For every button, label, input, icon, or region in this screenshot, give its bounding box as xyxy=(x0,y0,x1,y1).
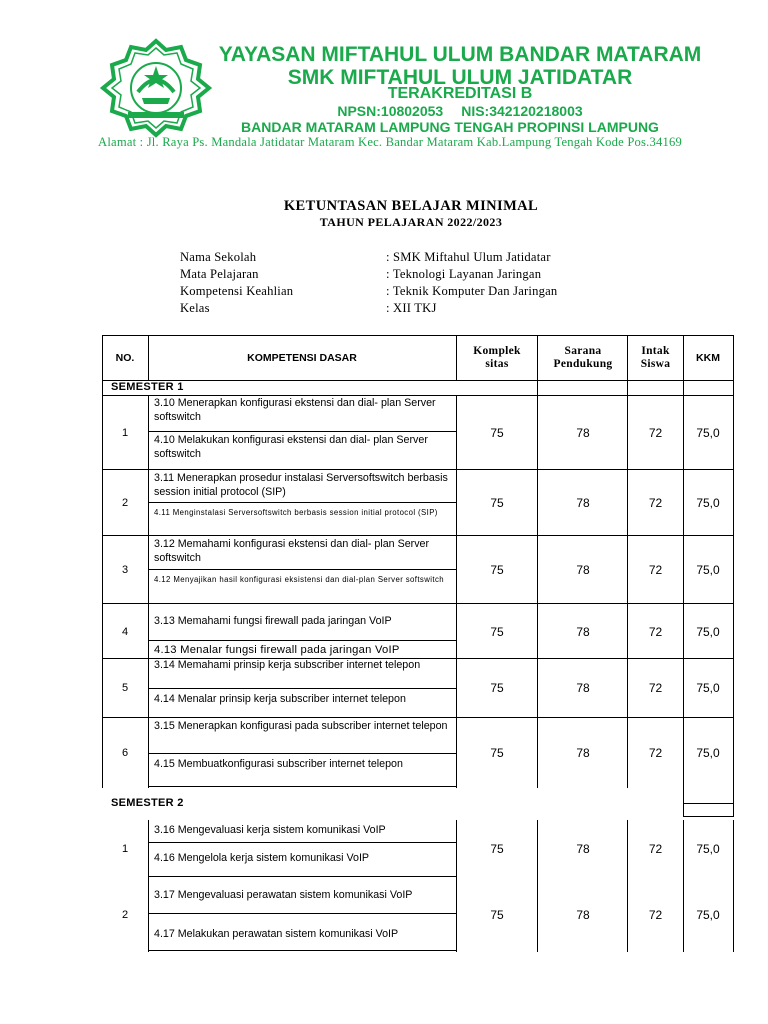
info-value: : XII TKJ xyxy=(386,301,437,315)
sarana-value: 78 xyxy=(576,563,590,577)
kd-knowledge: 3.14 Memahami prinsip kerja subscriber internet telepon xyxy=(154,659,421,671)
info-label: Kelas xyxy=(180,301,210,315)
kompleksitas-value: 75 xyxy=(490,625,504,639)
kompleksitas-value: 75 xyxy=(490,842,504,856)
accreditation: TERAKREDITASI B xyxy=(387,85,533,102)
table-border xyxy=(683,816,734,817)
kompleksitas-value: 75 xyxy=(490,563,504,577)
intake-value: 72 xyxy=(648,681,663,695)
kompleksitas-value: 75 xyxy=(490,496,504,510)
table-border xyxy=(148,753,457,754)
table-border xyxy=(148,431,457,432)
semester-label: SEMESTER 2 xyxy=(111,797,184,809)
table-border xyxy=(148,950,457,951)
info-label: Nama Sekolah xyxy=(180,250,257,264)
kkm-value: 75,0 xyxy=(696,426,720,440)
kd-skill: 4.16 Mengelola kerja sistem komunikasi VoIP xyxy=(154,852,370,864)
npsn: NPSN:10802053 xyxy=(337,103,444,119)
info-label: Kompetensi Keahlian xyxy=(180,284,294,298)
info-value: : Teknik Komputer Dan Jaringan xyxy=(386,284,558,298)
table-border xyxy=(537,820,538,952)
semester-label: SEMESTER 1 xyxy=(111,381,184,393)
sarana-value: 78 xyxy=(576,625,590,639)
kd-skill: 4.12 Menyajikan hasil konfigurasi eksistensi dan dial-plan Server softswitch xyxy=(154,575,444,584)
sarana-value: 78 xyxy=(576,496,590,510)
kkm-value: 75,0 xyxy=(696,908,720,922)
col-header-intake: Intak Siswa xyxy=(640,345,671,370)
sarana-value: 78 xyxy=(576,426,590,440)
table-border xyxy=(102,603,734,604)
row-number: 1 xyxy=(121,427,129,439)
kompleksitas-value: 75 xyxy=(490,908,504,922)
table-border xyxy=(102,335,103,788)
col-header-kompleksitas: Komplek sitas xyxy=(473,345,521,370)
kkm-value: 75,0 xyxy=(696,842,720,856)
intake-value: 72 xyxy=(648,426,663,440)
table-border xyxy=(148,913,457,914)
col-header-sarana: Sarana Pendukung xyxy=(553,345,613,370)
kd-knowledge: 3.15 Menerapkan konfigurasi pada subscriber internet telepon xyxy=(154,720,448,732)
document-subtitle: TAHUN PELAJARAN 2022/2023 xyxy=(319,215,503,229)
table-border xyxy=(733,335,734,816)
info-label: Mata Pelajaran xyxy=(180,267,259,281)
table-border xyxy=(102,335,734,336)
table-border xyxy=(148,502,457,503)
row-number: 4 xyxy=(121,626,129,638)
table-border xyxy=(148,640,457,641)
kkm-value: 75,0 xyxy=(696,746,720,760)
info-value: : SMK Miftahul Ulum Jatidatar xyxy=(386,250,551,264)
kd-skill: 4.11 Menginstalasi Serversoftswitch berbasis session initial protocol (SIP) xyxy=(154,508,438,517)
row-number: 1 xyxy=(121,843,129,855)
table-border xyxy=(683,335,684,816)
kd-knowledge: 3.13 Memahami fungsi firewall pada jaringan VoIP xyxy=(154,615,392,627)
table-border xyxy=(148,820,149,952)
kd-skill: 4.15 Membuatkonfigurasi subscriber internet telepon xyxy=(154,758,403,770)
kkm-value: 75,0 xyxy=(696,681,720,695)
table-border xyxy=(102,469,734,470)
table-border xyxy=(102,535,734,536)
table-border xyxy=(627,335,628,788)
table-border xyxy=(148,786,457,787)
intake-value: 72 xyxy=(648,842,663,856)
table-border xyxy=(102,395,734,396)
kkm-value: 75,0 xyxy=(696,563,720,577)
intake-value: 72 xyxy=(648,908,663,922)
table-border xyxy=(148,396,149,788)
table-border xyxy=(456,335,457,381)
row-number: 3 xyxy=(121,564,129,576)
sarana-value: 78 xyxy=(576,842,590,856)
table-border xyxy=(102,658,734,659)
kd-knowledge: 3.12 Memahami konfigurasi ekstensi dan dial- plan Server softswitch xyxy=(154,538,430,564)
table-border xyxy=(148,842,457,843)
kkm-value: 75,0 xyxy=(696,496,720,510)
kd-skill: 4.10 Melakukan konfigurasi ekstensi dan dial- plan Server softswitch xyxy=(154,434,428,460)
sarana-value: 78 xyxy=(576,746,590,760)
kkm-value: 75,0 xyxy=(696,625,720,639)
intake-value: 72 xyxy=(648,746,663,760)
kompleksitas-value: 75 xyxy=(490,426,504,440)
kd-knowledge: 3.16 Mengevaluasi kerja sistem komunikasi VoIP xyxy=(154,824,386,836)
table-border xyxy=(148,876,457,877)
kd-knowledge: 3.11 Menerapkan prosedur instalasi Serversoftswitch berbasis session initial protocol (SIP) xyxy=(154,472,448,498)
row-number: 2 xyxy=(121,497,129,509)
kompleksitas-value: 75 xyxy=(490,746,504,760)
intake-value: 72 xyxy=(648,625,663,639)
table-border xyxy=(148,569,457,570)
kd-knowledge: 3.10 Menerapkan konfigurasi ekstensi dan dial- plan Server softswitch xyxy=(154,397,436,423)
table-border xyxy=(537,335,538,788)
table-border xyxy=(102,380,734,381)
table-border xyxy=(683,820,684,952)
table-border xyxy=(456,820,457,952)
school-location: BANDAR MATARAM LAMPUNG TENGAH PROPINSI LAMPUNG xyxy=(241,119,659,135)
table-border xyxy=(733,820,734,952)
school-address: Alamat : Jl. Raya Ps. Mandala Jatidatar Mataram Kec. Bandar Mataram Kab.Lampung Tengah Kode Pos.34169 xyxy=(98,135,682,149)
table-border xyxy=(148,335,149,381)
col-header-kkm: KKM xyxy=(696,352,720,364)
kompleksitas-value: 75 xyxy=(490,681,504,695)
document-title: KETUNTASAN BELAJAR MINIMAL xyxy=(283,198,539,214)
table-border xyxy=(456,396,457,788)
row-number: 5 xyxy=(121,682,129,694)
kd-knowledge: 3.17 Mengevaluasi perawatan sistem komunikasi VoIP xyxy=(154,889,413,901)
col-header-kd: KOMPETENSI DASAR xyxy=(247,352,357,364)
row-number: 2 xyxy=(121,909,129,921)
kd-skill: 4.13 Menalar fungsi firewall pada jaringan VoIP xyxy=(154,644,400,656)
table-border xyxy=(102,717,734,718)
intake-value: 72 xyxy=(648,563,663,577)
sarana-value: 78 xyxy=(576,681,590,695)
school-name: SMK MIFTAHUL ULUM JATIDATAR xyxy=(287,66,633,89)
table-border xyxy=(148,688,457,689)
foundation-name: YAYASAN MIFTAHUL ULUM BANDAR MATARAM xyxy=(218,43,702,66)
table-border xyxy=(683,803,734,804)
row-number: 6 xyxy=(121,747,129,759)
table-border xyxy=(627,820,628,952)
kd-skill: 4.14 Menalar prinsip kerja subscriber internet telepon xyxy=(154,693,406,705)
info-value: : Teknologi Layanan Jaringan xyxy=(386,267,542,281)
intake-value: 72 xyxy=(648,496,663,510)
sarana-value: 78 xyxy=(576,908,590,922)
col-header-no: NO. xyxy=(115,352,135,364)
kd-skill: 4.17 Melakukan perawatan sistem komunikasi VoIP xyxy=(154,928,399,940)
nis: NIS:342120218003 xyxy=(461,103,583,119)
